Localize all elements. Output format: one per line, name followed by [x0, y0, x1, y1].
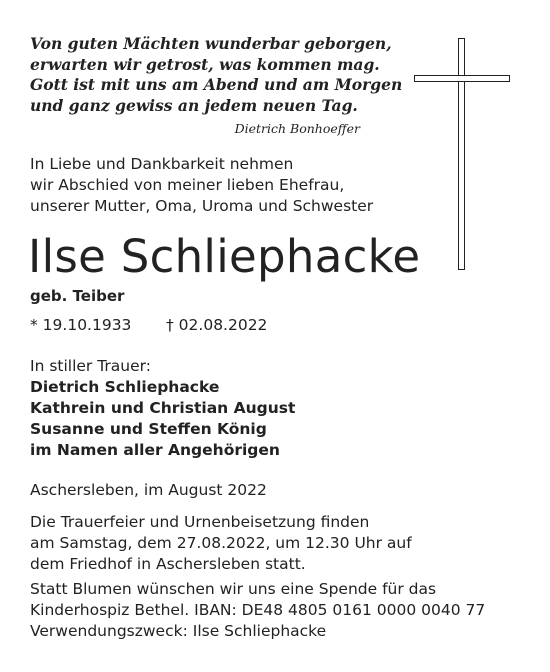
mourner-name: Susanne und Steffen König — [30, 420, 267, 438]
funeral-line: am Samstag, dem 27.08.2022, um 12.30 Uhr auf — [30, 534, 412, 552]
poem — [30, 34, 403, 116]
cross-joint — [459, 76, 463, 80]
poem-line: Gott ist mit uns am Abend und am Morgen — [30, 75, 403, 94]
intro-text — [30, 154, 373, 217]
funeral-line: Die Trauerfeier und Urnenbeisetzung finden — [30, 513, 370, 531]
intro-line: wir Abschied von meiner lieben Ehefrau, — [30, 176, 345, 194]
death-date: † 02.08.2022 — [166, 316, 268, 334]
cross-vertical-beam — [458, 38, 465, 270]
place-and-date: Aschersleben, im August 2022 — [30, 481, 267, 499]
life-dates — [30, 316, 268, 334]
donation-info — [30, 579, 485, 642]
mourner-name: Kathrein und Christian August — [30, 399, 296, 417]
poem-author: Dietrich Bonhoeffer — [234, 121, 360, 136]
funeral-line: dem Friedhof in Aschersleben statt. — [30, 555, 306, 573]
mourner-name: Dietrich Schliephacke — [30, 378, 220, 396]
poem-line: und ganz gewiss an jedem neuen Tag. — [30, 95, 358, 115]
donation-line: Kinderhospiz Bethel. IBAN: DE48 4805 0161 0000 0040 77 — [30, 601, 486, 619]
maiden-name: geb. Teiber — [30, 287, 125, 305]
donation-line: Verwendungszweck: Ilse Schliephacke — [30, 622, 327, 640]
intro-line: In Liebe und Dankbarkeit nehmen — [30, 155, 294, 173]
mourner-name: im Namen aller Angehörigen — [30, 441, 280, 459]
birth-date: * 19.10.1933 — [30, 316, 132, 334]
intro-line: unserer Mutter, Oma, Uroma und Schwester — [30, 197, 374, 215]
poem-line: erwarten wir getrost, was kommen mag. — [30, 54, 380, 74]
mourners-label: In stiller Trauer: — [30, 357, 151, 375]
deceased-name: Ilse Schliephacke — [28, 230, 421, 283]
funeral-info — [30, 512, 412, 575]
poem-line: Von guten Mächten wunderbar geborgen, — [30, 34, 392, 53]
mourners-list — [30, 377, 295, 461]
donation-line: Statt Blumen wünschen wir uns eine Spende für das — [30, 580, 437, 598]
